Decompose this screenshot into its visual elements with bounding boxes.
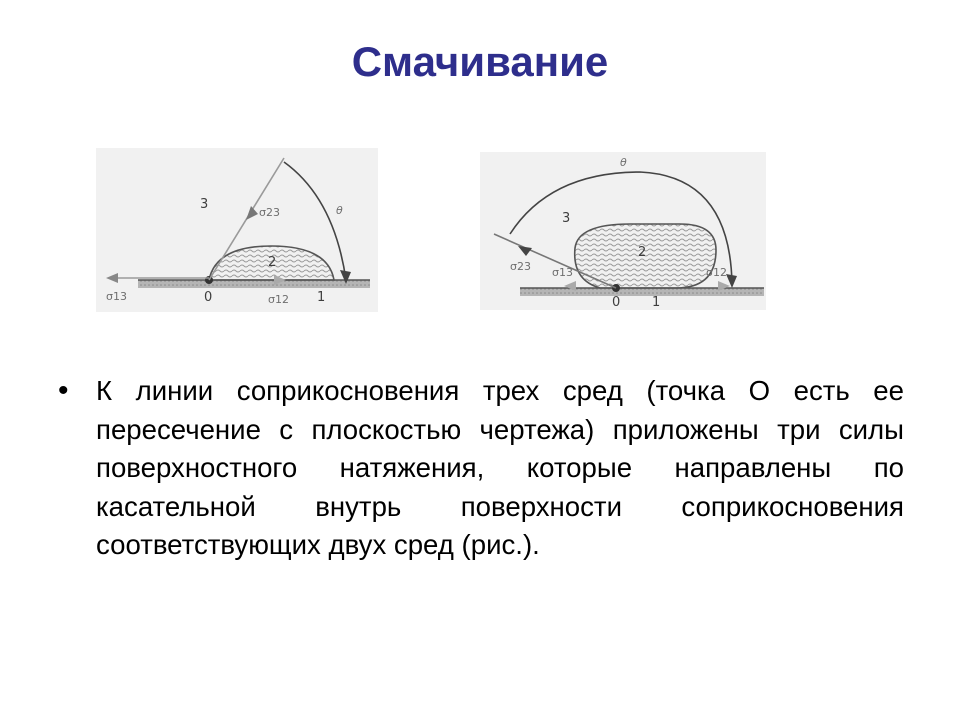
solid-surface [520, 288, 764, 296]
point-0-label: 0 [204, 290, 213, 305]
slide-title: Смачивание [351, 38, 609, 85]
sigma12-label: σ12 [268, 293, 289, 306]
solid-surface [138, 280, 370, 288]
figure-right-diagram [480, 152, 766, 310]
figure-acute-drop [96, 148, 378, 312]
medium-1-label: 1 [317, 290, 326, 305]
point-0-label: 0 [612, 295, 621, 310]
sigma23-arrowhead [246, 206, 258, 220]
figure-left-diagram [96, 148, 378, 312]
sigma13-label: σ13 [106, 290, 127, 303]
sigma12-label: σ12 [706, 266, 727, 279]
bullet-marker: • [58, 374, 69, 407]
theta-label: θ [336, 204, 343, 217]
theta-label: θ [620, 156, 627, 169]
medium-3-label: 3 [200, 197, 209, 212]
sigma13-label: σ13 [552, 266, 573, 279]
medium-1-label: 1 [652, 295, 661, 310]
sigma23-arrowhead [518, 246, 532, 256]
bullet-list [58, 372, 904, 565]
medium-2-label: 2 [268, 255, 277, 270]
medium-2-label: 2 [638, 245, 647, 260]
bullet-text: К линии соприкосновения трех сред (точка О есть ее пересечение с плоскостью чертежа) приложены три силы поверхностного натяжения, которые направлены по касательной внутрь поверхности соприкосновения соответствующих двух сред (рис.). [96, 375, 904, 560]
medium-3-label: 3 [562, 211, 571, 226]
sigma23-label: σ23 [259, 206, 280, 219]
figure-obtuse-drop [480, 152, 766, 310]
sigma23-label: σ23 [510, 260, 531, 273]
sigma13-arrowhead [106, 273, 118, 283]
